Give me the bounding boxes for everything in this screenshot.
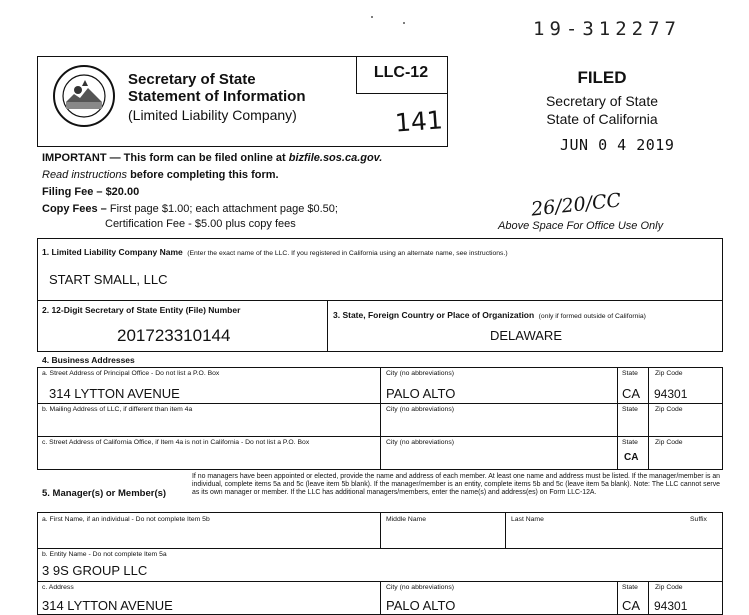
document-number: 19-312277 (533, 18, 681, 40)
divider (648, 368, 649, 469)
divider (380, 582, 381, 615)
state-of-organization-value: DELAWARE (490, 328, 562, 343)
entity-name-value: 3 9S GROUP LLC (42, 563, 148, 578)
state-label: State (622, 370, 638, 377)
divider (327, 301, 328, 351)
form-title: Secretary of State Statement of Information (128, 71, 306, 105)
manager-state-value: CA (622, 598, 641, 613)
section5a-label: a. First Name, if an individual - Do not complete Item 5b (42, 516, 210, 523)
section5c-label: c. Address (42, 584, 74, 591)
filed-stamp-line2: State of California (546, 111, 658, 127)
principal-address-value: 314 LYTTON AVENUE (49, 386, 180, 401)
suffix-label: Suffix (690, 516, 707, 523)
section3-label-row: 3. State, Foreign Country or Place of Organization (only if formed outside of California) (333, 310, 646, 320)
divider (648, 582, 649, 615)
divider (380, 513, 381, 548)
section1-label-row: 1. Limited Liability Company Name (Enter the exact name of the LLC. If you registered in California using an alternate name, see instructions.) (42, 247, 508, 257)
middle-name-label: Middle Name (386, 516, 427, 523)
zip-label: Zip Code (655, 370, 683, 377)
important-notice: IMPORTANT — This form can be filed online at bizfile.sos.ca.gov. Read instructions before completing this form. Filing Fee – $20.00 Copy Fees – First page $1.00; each attachment page $0.50; Certification Fee - $5.00 plus copy fees (42, 152, 383, 230)
principal-zip-value: 94301 (654, 387, 688, 401)
handwritten-office-note: 26/20/CC (530, 189, 623, 221)
filed-date: JUN 0 4 2019 (560, 136, 675, 154)
scan-speck (403, 22, 405, 24)
zip-label: Zip Code (655, 439, 683, 446)
section4b-label: b. Mailing Address of LLC, if different than item 4a (42, 406, 193, 413)
city-label: City (no abbreviations) (386, 439, 454, 446)
zip-label: Zip Code (655, 406, 683, 413)
office-use-label: Above Space For Office Use Only (498, 220, 664, 232)
principal-city-value: PALO ALTO (386, 386, 456, 401)
state-label: State (622, 406, 638, 413)
section5-label: 5. Manager(s) or Member(s) (42, 488, 167, 499)
divider (617, 582, 618, 615)
california-seal-icon (52, 64, 116, 128)
state-label: State (622, 584, 638, 591)
filed-stamp-title: FILED (577, 68, 627, 87)
divider (617, 368, 618, 469)
form-subtitle: (Limited Liability Company) (128, 107, 297, 123)
city-label: City (no abbreviations) (386, 584, 454, 591)
entity-number-value: 201723310144 (117, 326, 231, 345)
section5b-label: b. Entity Name - Do not complete Item 5a (42, 551, 167, 558)
divider (505, 513, 506, 548)
manager-city-value: PALO ALTO (386, 598, 456, 613)
section2-label: 2. 12-Digit Secretary of State Entity (File) Number (42, 305, 241, 315)
scan-speck (371, 16, 373, 18)
manager-zip-value: 94301 (654, 599, 688, 613)
form-id: LLC-12 (373, 64, 429, 81)
city-label: City (no abbreviations) (386, 406, 454, 413)
divider (38, 548, 722, 549)
principal-state-value: CA (622, 386, 641, 401)
section5-instructions: If no managers have been appointed or elected, provide the name and address of each member. At least one name and address must be listed. If the manager/member is an individual, complete items 5a and 5c (leave item 5b blank). If the manager/member is an entity, complete items 5b and 5c (leave item 5a blank). Note: The LLC cannot serve as its own manager or member. If the LLC has additional managers/members, enter the name(s) and address(es) on Form LLC-12A. (192, 473, 720, 497)
section4c-label: c. Street Address of California Office, if Item 4a is not in California - Do not list a P.O. Box (42, 439, 310, 446)
zip-label: Zip Code (655, 584, 683, 591)
california-office-state-value: CA (624, 452, 639, 463)
manager-address-value: 314 LYTTON AVENUE (42, 598, 173, 613)
handwritten-number: 141 (394, 105, 444, 138)
section4a-label: a. Street Address of Principal Office - Do not list a P.O. Box (42, 370, 220, 377)
section4-label: 4. Business Addresses (42, 355, 135, 365)
llc-name-value: START SMALL, LLC (49, 272, 168, 287)
divider (380, 368, 381, 469)
filed-stamp-line1: Secretary of State (545, 93, 659, 109)
last-name-label: Last Name (511, 516, 544, 523)
city-label: City (no abbreviations) (386, 370, 454, 377)
state-label: State (622, 439, 638, 446)
